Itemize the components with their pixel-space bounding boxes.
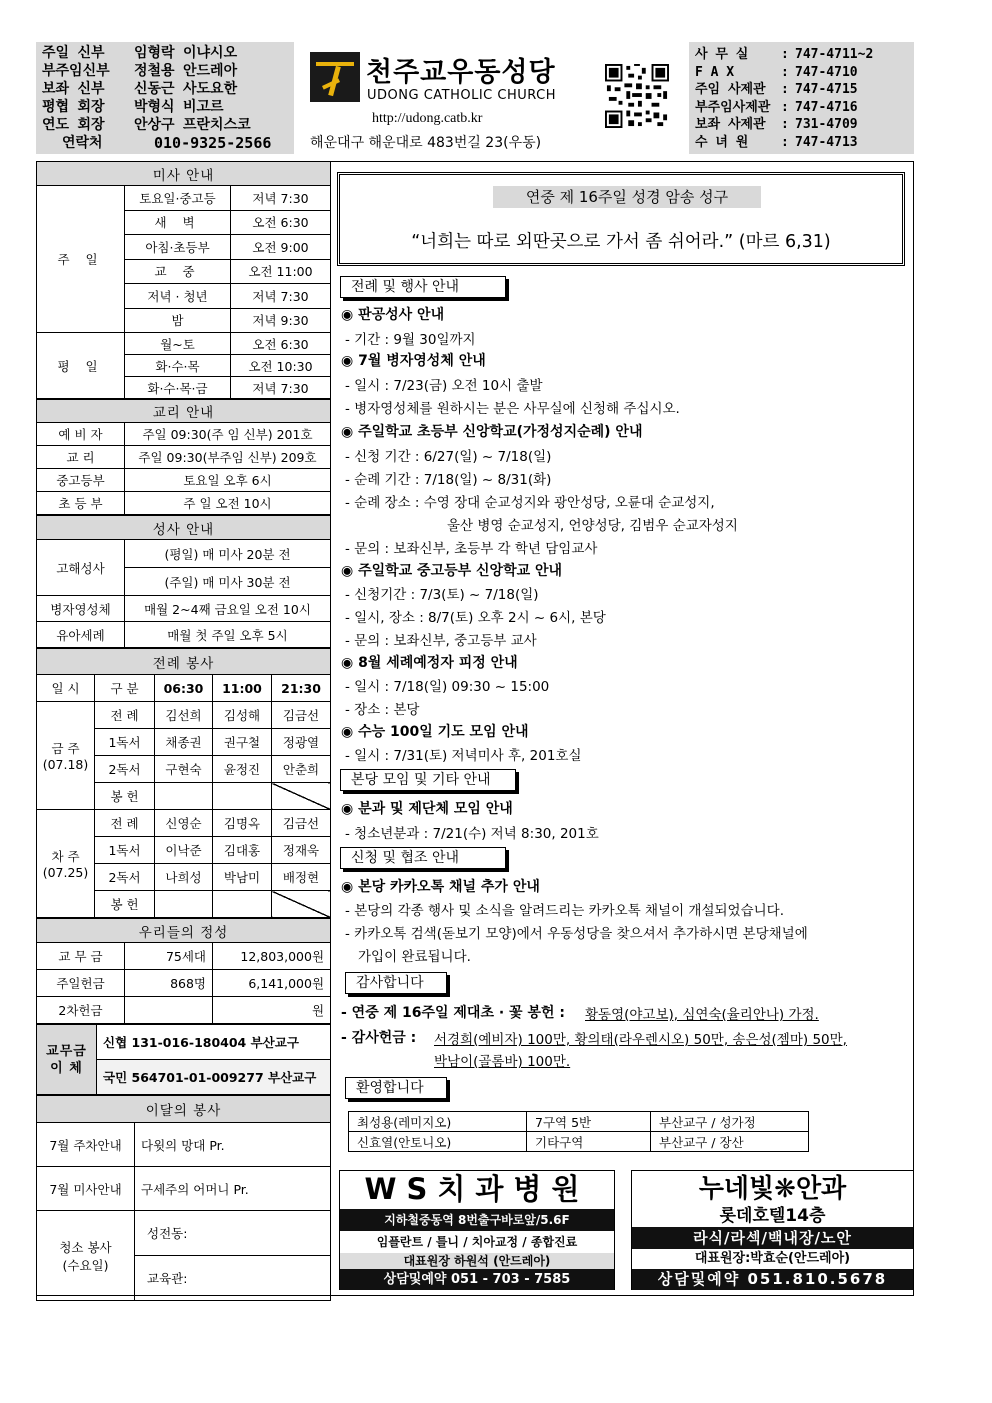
notice-line: - 청소년분과 : 7/21(수) 저녁 8:30, 201호 [345,826,599,842]
section-gatherings: 본당 모임 및 기타 안내 [340,769,516,791]
transfer-table [36,1024,331,1095]
notice-line: - 순례 기간 : 7/18(일) ~ 8/31(화) [345,472,552,488]
monthly-value: 다윗의 망대 Pr. [135,1123,331,1167]
liturgy-role: 봉 헌 [95,783,155,810]
liturgy-name: 김금선 [272,810,331,837]
liturgy-name [155,891,213,918]
liturgy-name: 김성해 [213,702,272,729]
notice-title: ◉ 본당 카카오톡 채널 추가 안내 [341,879,540,895]
confession-row: (주일) 매 미사 30분 전 [125,568,331,596]
notice-line: - 문의 : 보좌신부, 초등부 각 학년 담임교사 [345,541,598,557]
phone-label: 주임 사제관 [695,82,766,98]
mass-time: 저녁 7:30 [231,284,331,309]
phone-number: 731-4709 [795,117,858,133]
clergy-info-box [36,42,294,154]
welcome-table [348,1111,809,1152]
notice-line: - 일시, 장소 : 8/7(토) 오후 2시 ~ 6시, 본당 [345,610,606,626]
catechism-detail: 주 일 오전 10시 [125,492,331,515]
phone-number: 747-4716 [795,99,858,115]
liturgy-role: 1독서 [95,837,155,864]
monthly-value: 구세주의 어머니 Pr. [135,1167,331,1211]
catechism-name: 예 비 자 [37,423,125,446]
notice-line: - 문의 : 보좌신부, 중고등부 교사 [345,633,537,649]
liturgy-name: 정재욱 [272,837,331,864]
confession-label: 고해성사 [37,540,125,596]
thanks-donation-line: 박남이(골롬바) 100만. [434,1054,571,1070]
liturgy-name: 윤정진 [213,756,272,783]
cleaning-cell [37,1211,135,1301]
cleaning-row: 성전동: [135,1211,331,1256]
offering-title: 우리들의 정성 [37,919,331,943]
welcome-name: 신효열(안토니오) [349,1132,527,1152]
phone-number: 747-4711~2 [795,47,874,62]
liturgy-role: 1독서 [95,729,155,756]
cleaning-label: 청소 봉사 [59,1239,112,1255]
thanks-flower-label: - 연중 제 16주일 제대초 · 꽃 봉헌 : [341,1005,565,1021]
clergy-value: 안상구 프란치스코 [134,117,251,133]
liturgy-name [213,891,272,918]
cleaning-row: 교육관: [135,1256,331,1301]
liturgy-name: 김대홍 [213,837,272,864]
monthly-name: 7월 미사안내 [37,1167,135,1211]
liturgy-name: 박남미 [213,864,272,891]
mass-name: 새 벽 [125,210,231,235]
cleaning-sub: (수요일) [62,1257,109,1273]
offering-name: 교 무 금 [37,943,125,970]
notice-title: ◉ 8월 세례예정자 피정 안내 [341,655,518,671]
monthly-service-table [36,1095,331,1301]
notice-line: 울산 병영 순교성지, 언양성당, 김범우 순교자성지 [447,518,738,534]
notice-line: - 장소 : 본당 [345,702,420,718]
catechism-name: 교 리 [37,446,125,469]
notice-title: ◉ 분과 및 제단체 모임 안내 [341,801,513,817]
welcome-origin: 부산교구 / 장산 [651,1132,809,1152]
notice-title: ◉ 주일학교 중고등부 신앙학교 안내 [341,563,563,579]
this-week-date: (07.18) [42,757,89,772]
next-week-label: 차 주 [51,849,80,864]
clergy-label: 보좌 신부 [42,81,105,97]
dental-ad-services: 임플란트 / 틀니 / 치아교정 / 종합진료 [376,1235,578,1249]
sacrament-name: 병자영성체 [37,596,125,622]
thanks-flower-value: 황동영(야고보), 심연숙(율리안나) 가정. [585,1007,819,1023]
notice-title: ◉ 주일학교 초등부 신앙학교(가정성지순례) 안내 [341,424,643,440]
liturgy-name: 정광열 [272,729,331,756]
sacrament-name: 유아세례 [37,622,125,648]
this-week-label: 금 주 [51,741,80,756]
catechism-title: 교리 안내 [37,400,331,423]
notice-line: - 기간 : 9월 30일까지 [345,332,476,348]
offering-amount: 12,803,000원 [213,943,331,970]
eye-clinic-ad [631,1170,914,1290]
notice-line: - 병자영성체를 원하시는 분은 사무실에 신청해 주십시오. [345,401,680,417]
notice-line: - 일시 : 7/18(일) 09:30 ~ 15:00 [345,679,550,695]
liturgy-role: 봉 헌 [95,891,155,918]
phone-number: 747-4713 [795,134,858,150]
mass-name: 토요일·중고등 [125,186,231,211]
mass-name: 밤 [125,308,231,333]
notice-line: - 카카오톡 검색(돋보기 모양)에서 우동성당을 찾으셔서 추가하시면 본당채널에 [345,926,808,942]
church-name-english: UDONG CATHOLIC CHURCH [367,88,556,103]
clergy-label: 연도 회장 [42,117,105,133]
eye-ad-director: 대표원장:박효순(안드레아) [694,1251,851,1266]
liturgy-name: 안춘희 [272,756,331,783]
weekday-label: 평 일 [37,333,125,399]
clergy-value: 박형식 비고르 [134,99,224,115]
left-info-column [36,161,330,1301]
mass-time: 오전 9:00 [231,235,331,260]
section-welcome: 환영합니다 [345,1077,447,1099]
clergy-value: 임형락 이냐시오 [134,45,238,61]
mass-time: 저녁 7:30 [231,377,331,399]
liturgy-role: 2독서 [95,864,155,891]
mass-time: 오전 6:30 [231,210,331,235]
liturgy-name: 김금선 [272,702,331,729]
notice-title: ◉ 판공성사 안내 [341,307,445,323]
liturgy-header: 06:30 [155,675,213,702]
mass-time: 오전 11:00 [231,259,331,284]
offering-amount: 원 [213,997,331,1024]
mass-time: 저녁 9:30 [231,308,331,333]
liturgy-role: 전 례 [95,810,155,837]
next-week-date: (07.25) [42,865,89,880]
mass-time: 오전 10:30 [231,355,331,377]
dental-ad-contact: 상담및예약 051 - 703 - 7585 [340,1269,614,1290]
verse-text: “너희는 따로 외딴곳으로 가서 좀 쉬어라.” (마르 6,31) [411,232,831,252]
clergy-label: 주일 신부 [42,45,105,61]
notice-line: - 일시 : 7/31(토) 저녁미사 후, 201호실 [345,748,582,764]
catechism-name: 초 등 부 [37,492,125,515]
thanks-donation-label: - 감사헌금 : [341,1030,417,1046]
mass-name: 월~토 [125,333,231,355]
phone-number: 747-4715 [795,82,858,98]
phone-label: 사 무 실 [695,47,749,62]
qr-code-icon [604,64,670,128]
catechism-detail: 주일 09:30(부주임 신부) 209호 [125,446,331,469]
sunday-label: 주 일 [37,186,125,333]
monthly-title: 이달의 봉사 [37,1096,331,1123]
liturgy-name: 나희성 [155,864,213,891]
mass-name: 화·수·목 [125,355,231,377]
phone-number: 747-4710 [795,64,858,80]
mass-title: 미사 안내 [37,162,331,186]
next-week-cell [37,810,95,918]
notice-line: 가입이 완료됩니다. [358,949,471,965]
contact-phone: 010-9325-2566 [154,134,272,152]
liturgy-header: 11:00 [213,675,272,702]
offering-amount: 6,141,000원 [213,970,331,997]
bank-account: 국민 564701-01-009277 부산교구 [97,1060,331,1095]
catechism-detail: 주일 09:30(주 임 신부) 201호 [125,423,331,446]
mass-time: 오전 6:30 [231,333,331,355]
section-requests: 신청 및 협조 안내 [340,847,506,869]
liturgy-name: 권구철 [213,729,272,756]
notice-line: - 일시 : 7/23(금) 오전 10시 출발 [345,378,543,394]
mass-name: 저녁 · 청년 [125,284,231,309]
sacrament-table [36,515,331,648]
liturgy-name: 이낙준 [155,837,213,864]
notice-line: - 순례 장소 : 수영 장대 순교성지와 광안성당, 오륜대 순교성지, [345,495,715,511]
section-liturgy-events: 전례 및 행사 안내 [340,276,506,298]
catechism-table [36,399,331,515]
dental-clinic-ad [339,1170,615,1290]
notice-line: - 본당의 각종 행사 및 소식을 알려드리는 카카오톡 채널이 개설되었습니다. [345,903,785,919]
liturgy-service-table [36,648,331,918]
dental-ad-director: 대표원장 하원석 (안드레아) [340,1253,614,1269]
catechism-detail: 토요일 오후 6시 [125,469,331,492]
liturgy-title: 전례 봉사 [37,649,331,675]
clergy-value: 정철용 안드레아 [134,63,238,79]
offering-count [125,997,213,1024]
verse-title: 연중 제 16주일 성경 암송 성구 [493,186,761,208]
notice-title: ◉ 7월 병자영성체 안내 [341,353,486,369]
dental-ad-location: 지하철중동역 8번출구바로앞/5.6F [340,1209,614,1231]
phone-label: F A X [695,64,735,80]
offering-table [36,918,331,1024]
liturgy-header: 일 시 [37,675,95,702]
mass-schedule-table [36,161,331,399]
liturgy-name: 김선희 [155,702,213,729]
offering-count: 75세대 [125,943,213,970]
church-url[interactable]: http://udong.catb.kr [372,111,483,126]
liturgy-role: 2독서 [95,756,155,783]
church-address: 해운대구 해운대로 483번길 23(우동) [310,135,542,151]
liturgy-name: 배정현 [272,864,331,891]
liturgy-empty-cell [272,783,331,810]
church-name-korean: 천주교우동성당 [366,57,556,88]
sacrament-title: 성사 안내 [37,516,331,540]
eye-ad-contact: 상담및예약 051.810.5678 [632,1269,913,1290]
catechism-name: 중고등부 [37,469,125,492]
bank-account: 신협 131-016-180404 부산교구 [97,1025,331,1060]
clergy-label: 평협 회장 [42,99,105,115]
welcome-district: 기타구역 [527,1132,651,1152]
liturgy-header: 구 분 [95,675,155,702]
liturgy-name: 김명옥 [213,810,272,837]
liturgy-role: 전 례 [95,702,155,729]
welcome-district: 7구역 5반 [527,1112,651,1132]
liturgy-header: 21:30 [272,675,331,702]
section-thanks: 감사합니다 [345,972,447,994]
church-logo-icon [310,52,360,102]
notice-line: - 신청 기간 : 6/27(일) ~ 7/18(일) [345,449,552,465]
liturgy-name: 신영순 [155,810,213,837]
offering-count: 868명 [125,970,213,997]
sacrament-detail: 매월 2~4째 금요일 오전 10시 [125,596,331,622]
thanks-donation-line: 서경희(예비자) 100만, 황의태(라우렌시오) 50만, 송은성(젬마) 50만, [434,1032,847,1048]
phone-label: 부주임사제관 [695,99,771,115]
phone-label: 수 녀 원 [695,134,749,150]
liturgy-name: 구현숙 [155,756,213,783]
liturgy-name: 채종권 [155,729,213,756]
mass-time: 저녁 7:30 [231,186,331,211]
welcome-name: 최성용(레미지오) [349,1112,527,1132]
phone-label: 보좌 사제관 [695,117,766,133]
contact-label: 연락처 [62,135,103,151]
eye-ad-location: 롯데호텔14층 [719,1206,826,1226]
clergy-value: 신동근 사도요한 [134,81,238,97]
offering-name: 2차헌금 [37,997,125,1024]
mass-name: 교 중 [125,259,231,284]
dental-ad-name: WS치과병원 [364,1172,590,1206]
confession-row: (평일) 매 미사 20분 전 [125,540,331,568]
sacrament-detail: 매월 첫 주일 오후 5시 [125,622,331,648]
phone-directory-box: 사 무 실 : 747-4711~2 F A X : 747-4710 주임 사제관 : 747-4715 부주임사제관 : 747-4716 보좌 사제관 : 731-4709 수 녀 원 : 747-4713 [689,42,914,154]
liturgy-empty-cell [272,891,331,918]
offering-name: 주일헌금 [37,970,125,997]
eye-ad-name: 누네빛❋안과 [698,1174,847,1204]
mass-name: 화·수·목·금 [125,377,231,399]
notice-line: - 신청기간 : 7/3(토) ~ 7/18(일) [345,587,539,603]
welcome-origin: 부산교구 / 성가정 [651,1112,809,1132]
this-week-cell [37,702,95,810]
liturgy-name [155,783,213,810]
clergy-label: 부주임신부 [42,63,110,79]
monthly-name: 7월 주차안내 [37,1123,135,1167]
eye-ad-services: 라식/라섹/백내장/노안 [632,1227,913,1249]
liturgy-name [213,783,272,810]
notice-title: ◉ 수능 100일 기도 모임 안내 [341,724,529,740]
transfer-label: 교무금 이 체 [37,1025,97,1095]
mass-name: 아침·초등부 [125,235,231,260]
